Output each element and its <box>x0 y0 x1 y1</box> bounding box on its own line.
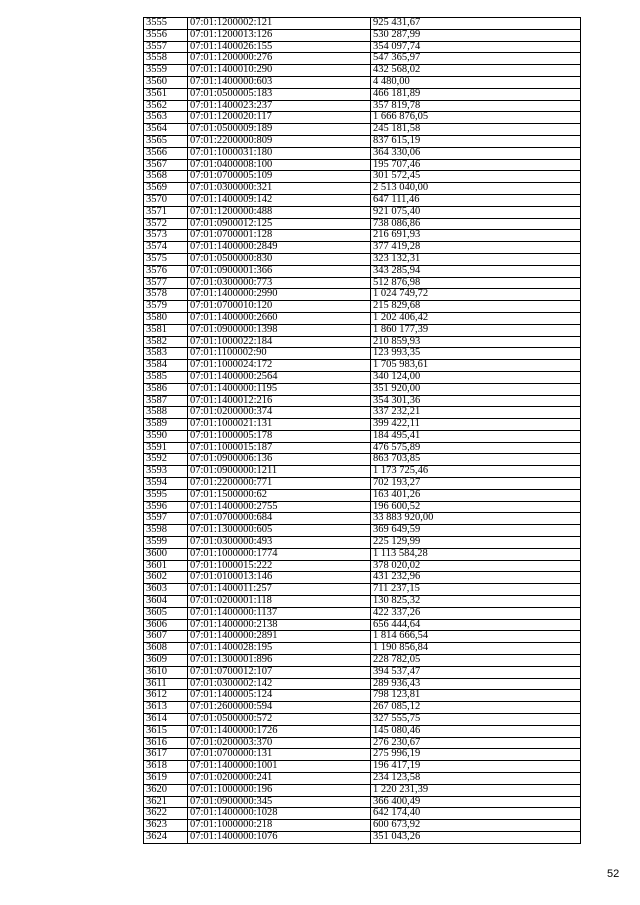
value-cell: 196 600,52 <box>371 501 581 513</box>
value-cell: 377 419,28 <box>371 242 581 254</box>
row-number-cell: 3565 <box>144 135 188 147</box>
row-number-cell: 3616 <box>144 737 188 749</box>
cadastral-number-cell: 07:01:1400000:1028 <box>188 808 371 820</box>
row-number-cell: 3558 <box>144 53 188 65</box>
cadastral-number-cell: 07:01:1000000:218 <box>188 820 371 832</box>
table-row <box>144 324 581 336</box>
row-number-cell: 3611 <box>144 678 188 690</box>
value-cell: 354 301,36 <box>371 395 581 407</box>
cadastral-number-cell: 07:01:1000022:184 <box>188 336 371 348</box>
row-number-cell: 3569 <box>144 183 188 195</box>
cadastral-number-cell: 07:01:1400000:2891 <box>188 631 371 643</box>
table-row <box>144 690 581 702</box>
value-cell: 738 086,86 <box>371 218 581 230</box>
row-number-cell: 3588 <box>144 407 188 419</box>
value-cell: 267 085,12 <box>371 702 581 714</box>
table-row <box>144 100 581 112</box>
row-number-cell: 3586 <box>144 383 188 395</box>
cadastral-number-cell: 07:01:1400000:2138 <box>188 619 371 631</box>
value-cell: 196 417,19 <box>371 761 581 773</box>
value-cell: 1 202 406,42 <box>371 312 581 324</box>
value-cell: 1 814 666,54 <box>371 631 581 643</box>
table-row <box>144 419 581 431</box>
table-row <box>144 643 581 655</box>
table-row <box>144 29 581 41</box>
value-cell: 547 365,97 <box>371 53 581 65</box>
cadastral-number-cell: 07:01:1400000:603 <box>188 76 371 88</box>
row-number-cell: 3564 <box>144 124 188 136</box>
value-cell: 466 181,89 <box>371 88 581 100</box>
table-row <box>144 383 581 395</box>
value-cell: 422 337,26 <box>371 607 581 619</box>
value-cell: 343 285,94 <box>371 265 581 277</box>
cadastral-number-cell: 07:01:1400000:1076 <box>188 831 371 843</box>
row-number-cell: 3568 <box>144 171 188 183</box>
table-row <box>144 253 581 265</box>
cadastral-number-cell: 07:01:0900012:125 <box>188 218 371 230</box>
table-row <box>144 348 581 360</box>
table-row <box>144 761 581 773</box>
cadastral-number-cell: 07:01:1200000:488 <box>188 206 371 218</box>
cadastral-number-cell: 07:01:0200000:374 <box>188 407 371 419</box>
row-number-cell: 3597 <box>144 513 188 525</box>
row-number-cell: 3617 <box>144 749 188 761</box>
row-number-cell: 3623 <box>144 820 188 832</box>
row-number-cell: 3619 <box>144 773 188 785</box>
value-cell: 184 495,41 <box>371 430 581 442</box>
table-row <box>144 466 581 478</box>
row-number-cell: 3620 <box>144 784 188 796</box>
table-row <box>144 572 581 584</box>
value-cell: 225 129,99 <box>371 537 581 549</box>
row-number-cell: 3599 <box>144 537 188 549</box>
value-cell: 340 124,00 <box>371 371 581 383</box>
cadastral-number-cell: 07:01:0900001:366 <box>188 265 371 277</box>
cadastral-number-cell: 07:01:1400000:2660 <box>188 312 371 324</box>
value-cell: 642 174,40 <box>371 808 581 820</box>
row-number-cell: 3615 <box>144 725 188 737</box>
value-cell: 364 330,06 <box>371 147 581 159</box>
table-row <box>144 560 581 572</box>
row-number-cell: 3563 <box>144 112 188 124</box>
cadastral-number-cell: 07:01:0400008:100 <box>188 159 371 171</box>
row-number-cell: 3557 <box>144 41 188 53</box>
table-row <box>144 725 581 737</box>
value-cell: 228 782,05 <box>371 655 581 667</box>
row-number-cell: 3607 <box>144 631 188 643</box>
value-cell: 394 537,47 <box>371 666 581 678</box>
cadastral-number-cell: 07:01:1300001:896 <box>188 655 371 667</box>
table-row <box>144 784 581 796</box>
cadastral-number-cell: 07:01:1000015:187 <box>188 442 371 454</box>
cadastral-number-cell: 07:01:1400000:2564 <box>188 371 371 383</box>
cadastral-number-cell: 07:01:1400009:142 <box>188 194 371 206</box>
table-row <box>144 525 581 537</box>
cadastral-number-cell: 07:01:0200003:370 <box>188 737 371 749</box>
value-cell: 925 431,67 <box>371 18 581 30</box>
value-cell: 357 819,78 <box>371 100 581 112</box>
table-row <box>144 631 581 643</box>
value-cell: 600 673,92 <box>371 820 581 832</box>
value-cell: 530 287,99 <box>371 29 581 41</box>
table-row <box>144 702 581 714</box>
row-number-cell: 3606 <box>144 619 188 631</box>
row-number-cell: 3618 <box>144 761 188 773</box>
cadastral-number-cell: 07:01:1000015:222 <box>188 560 371 572</box>
cadastral-number-cell: 07:01:1400010:290 <box>188 65 371 77</box>
value-cell: 702 193,27 <box>371 478 581 490</box>
value-cell: 195 707,46 <box>371 159 581 171</box>
table-row <box>144 773 581 785</box>
value-cell: 130 825,32 <box>371 596 581 608</box>
cadastral-number-cell: 07:01:1200000:276 <box>188 53 371 65</box>
row-number-cell: 3582 <box>144 336 188 348</box>
cadastral-number-cell: 07:01:1400000:2849 <box>188 242 371 254</box>
value-cell: 234 123,58 <box>371 773 581 785</box>
value-cell: 366 400,49 <box>371 796 581 808</box>
table-row <box>144 53 581 65</box>
cadastral-number-cell: 07:01:0200001:118 <box>188 596 371 608</box>
row-number-cell: 3604 <box>144 596 188 608</box>
row-number-cell: 3601 <box>144 560 188 572</box>
value-cell: 351 920,00 <box>371 383 581 395</box>
table-row <box>144 430 581 442</box>
value-cell: 275 996,19 <box>371 749 581 761</box>
cadastral-number-cell: 07:01:1000005:178 <box>188 430 371 442</box>
table-row <box>144 360 581 372</box>
row-number-cell: 3602 <box>144 572 188 584</box>
table-row <box>144 678 581 690</box>
cadastral-number-cell: 07:01:1400026:155 <box>188 41 371 53</box>
value-cell: 323 132,31 <box>371 253 581 265</box>
cadastral-number-cell: 07:01:1200020:117 <box>188 112 371 124</box>
table-row <box>144 194 581 206</box>
value-cell: 378 020,02 <box>371 560 581 572</box>
cadastral-number-cell: 07:01:0300000:773 <box>188 277 371 289</box>
row-number-cell: 3598 <box>144 525 188 537</box>
value-cell: 210 859,93 <box>371 336 581 348</box>
row-number-cell: 3613 <box>144 702 188 714</box>
value-cell: 123 993,35 <box>371 348 581 360</box>
cadastral-number-cell: 07:01:1000024:172 <box>188 360 371 372</box>
table-row <box>144 147 581 159</box>
value-cell: 1 666 876,05 <box>371 112 581 124</box>
row-number-cell: 3596 <box>144 501 188 513</box>
row-number-cell: 3624 <box>144 831 188 843</box>
cadastral-number-cell: 07:01:1400000:1137 <box>188 607 371 619</box>
table-row <box>144 478 581 490</box>
value-cell: 476 575,89 <box>371 442 581 454</box>
table-row <box>144 749 581 761</box>
row-number-cell: 3556 <box>144 29 188 41</box>
row-number-cell: 3574 <box>144 242 188 254</box>
row-number-cell: 3614 <box>144 714 188 726</box>
row-number-cell: 3600 <box>144 548 188 560</box>
table-row <box>144 537 581 549</box>
table-row <box>144 596 581 608</box>
row-number-cell: 3573 <box>144 230 188 242</box>
cadastral-number-cell: 07:01:0100013:146 <box>188 572 371 584</box>
row-number-cell: 3562 <box>144 100 188 112</box>
table-row <box>144 18 581 30</box>
table-row <box>144 206 581 218</box>
cadastral-number-cell: 07:01:0900000:345 <box>188 796 371 808</box>
table-row <box>144 666 581 678</box>
cadastral-number-cell: 07:01:1400000:1726 <box>188 725 371 737</box>
table-row <box>144 183 581 195</box>
cadastral-number-cell: 07:01:0700000:131 <box>188 749 371 761</box>
value-cell: 369 649,59 <box>371 525 581 537</box>
table-row <box>144 714 581 726</box>
table-row <box>144 501 581 513</box>
table-row <box>144 159 581 171</box>
row-number-cell: 3590 <box>144 430 188 442</box>
table-row <box>144 442 581 454</box>
cadastral-number-cell: 07:01:0900000:1398 <box>188 324 371 336</box>
cadastral-number-cell: 07:01:1300000:605 <box>188 525 371 537</box>
value-cell: 512 876,98 <box>371 277 581 289</box>
cadastral-number-cell: 07:01:0700000:684 <box>188 513 371 525</box>
value-cell: 245 181,58 <box>371 124 581 136</box>
value-cell: 145 080,46 <box>371 725 581 737</box>
row-number-cell: 3572 <box>144 218 188 230</box>
table-row <box>144 513 581 525</box>
row-number-cell: 3591 <box>144 442 188 454</box>
table-row <box>144 289 581 301</box>
row-number-cell: 3583 <box>144 348 188 360</box>
cadastral-number-cell: 07:01:0300000:321 <box>188 183 371 195</box>
table-row <box>144 395 581 407</box>
value-cell: 301 572,45 <box>371 171 581 183</box>
cadastral-number-cell: 07:01:1400005:124 <box>188 690 371 702</box>
table-row <box>144 242 581 254</box>
row-number-cell: 3579 <box>144 301 188 313</box>
value-cell: 798 123,81 <box>371 690 581 702</box>
table-row <box>144 41 581 53</box>
table-row <box>144 454 581 466</box>
cadastral-number-cell: 07:01:0700012:107 <box>188 666 371 678</box>
row-number-cell: 3577 <box>144 277 188 289</box>
row-number-cell: 3580 <box>144 312 188 324</box>
table-row <box>144 407 581 419</box>
cadastral-number-cell: 07:01:1400028:195 <box>188 643 371 655</box>
cadastral-number-cell: 07:01:1400012:216 <box>188 395 371 407</box>
cadastral-number-cell: 07:01:1400000:2990 <box>188 289 371 301</box>
row-number-cell: 3570 <box>144 194 188 206</box>
table-row <box>144 112 581 124</box>
cadastral-number-cell: 07:01:2200000:809 <box>188 135 371 147</box>
data-table <box>143 17 581 844</box>
table-row <box>144 135 581 147</box>
value-cell: 337 232,21 <box>371 407 581 419</box>
row-number-cell: 3587 <box>144 395 188 407</box>
table-row <box>144 655 581 667</box>
cadastral-number-cell: 07:01:0200000:241 <box>188 773 371 785</box>
row-number-cell: 3566 <box>144 147 188 159</box>
cadastral-number-cell: 07:01:0700010:120 <box>188 301 371 313</box>
row-number-cell: 3609 <box>144 655 188 667</box>
value-cell: 351 043,26 <box>371 831 581 843</box>
cadastral-number-cell: 07:01:0500009:189 <box>188 124 371 136</box>
row-number-cell: 3610 <box>144 666 188 678</box>
table-body <box>144 18 581 844</box>
value-cell: 863 703,85 <box>371 454 581 466</box>
table-row <box>144 88 581 100</box>
cadastral-number-cell: 07:01:2600000:594 <box>188 702 371 714</box>
table-row <box>144 584 581 596</box>
row-number-cell: 3622 <box>144 808 188 820</box>
cadastral-number-cell: 07:01:0700001:128 <box>188 230 371 242</box>
row-number-cell: 3592 <box>144 454 188 466</box>
cadastral-number-cell: 07:01:1500000:62 <box>188 489 371 501</box>
table-row <box>144 312 581 324</box>
cadastral-number-cell: 07:01:1100002:90 <box>188 348 371 360</box>
table-row <box>144 218 581 230</box>
cadastral-number-cell: 07:01:1000031:180 <box>188 147 371 159</box>
cadastral-number-cell: 07:01:1000021:131 <box>188 419 371 431</box>
value-cell: 4 480,00 <box>371 76 581 88</box>
row-number-cell: 3575 <box>144 253 188 265</box>
table-row <box>144 796 581 808</box>
table-row <box>144 548 581 560</box>
value-cell: 1 705 983,61 <box>371 360 581 372</box>
table-row <box>144 230 581 242</box>
table-row <box>144 265 581 277</box>
value-cell: 33 883 920,00 <box>371 513 581 525</box>
table-row <box>144 619 581 631</box>
row-number-cell: 3585 <box>144 371 188 383</box>
value-cell: 1 113 584,28 <box>371 548 581 560</box>
cadastral-number-cell: 07:01:0500000:572 <box>188 714 371 726</box>
page-number: 52 <box>607 868 620 880</box>
value-cell: 656 444,64 <box>371 619 581 631</box>
table-row <box>144 336 581 348</box>
table-row <box>144 371 581 383</box>
cadastral-number-cell: 07:01:1400000:1001 <box>188 761 371 773</box>
table-row <box>144 277 581 289</box>
value-cell: 327 555,75 <box>371 714 581 726</box>
row-number-cell: 3561 <box>144 88 188 100</box>
cadastral-number-cell: 07:01:1200013:126 <box>188 29 371 41</box>
row-number-cell: 3578 <box>144 289 188 301</box>
row-number-cell: 3567 <box>144 159 188 171</box>
value-cell: 354 097,74 <box>371 41 581 53</box>
value-cell: 2 513 040,00 <box>371 183 581 195</box>
cadastral-number-cell: 07:01:0500005:183 <box>188 88 371 100</box>
value-cell: 399 422,11 <box>371 419 581 431</box>
value-cell: 289 936,43 <box>371 678 581 690</box>
row-number-cell: 3555 <box>144 18 188 30</box>
value-cell: 1 860 177,39 <box>371 324 581 336</box>
cadastral-number-cell: 07:01:2200000:771 <box>188 478 371 490</box>
cadastral-number-cell: 07:01:0300000:493 <box>188 537 371 549</box>
row-number-cell: 3603 <box>144 584 188 596</box>
row-number-cell: 3595 <box>144 489 188 501</box>
table-row <box>144 76 581 88</box>
value-cell: 163 401,26 <box>371 489 581 501</box>
value-cell: 647 111,46 <box>371 194 581 206</box>
row-number-cell: 3608 <box>144 643 188 655</box>
value-cell: 216 691,93 <box>371 230 581 242</box>
row-number-cell: 3593 <box>144 466 188 478</box>
table-row <box>144 124 581 136</box>
value-cell: 1 173 725,46 <box>371 466 581 478</box>
value-cell: 837 615,19 <box>371 135 581 147</box>
cadastral-number-cell: 07:01:1400000:2755 <box>188 501 371 513</box>
value-cell: 431 232,96 <box>371 572 581 584</box>
value-cell: 1 190 856,84 <box>371 643 581 655</box>
cadastral-number-cell: 07:01:0300002:142 <box>188 678 371 690</box>
table-row <box>144 489 581 501</box>
row-number-cell: 3589 <box>144 419 188 431</box>
cadastral-number-cell: 07:01:1000000:1774 <box>188 548 371 560</box>
row-number-cell: 3621 <box>144 796 188 808</box>
cadastral-number-cell: 07:01:0900006:136 <box>188 454 371 466</box>
table-row <box>144 737 581 749</box>
cadastral-number-cell: 07:01:1200002:121 <box>188 18 371 30</box>
value-cell: 1 220 231,39 <box>371 784 581 796</box>
value-cell: 921 075,40 <box>371 206 581 218</box>
cadastral-number-cell: 07:01:1000000:196 <box>188 784 371 796</box>
row-number-cell: 3612 <box>144 690 188 702</box>
value-cell: 711 237,15 <box>371 584 581 596</box>
row-number-cell: 3581 <box>144 324 188 336</box>
table-row <box>144 607 581 619</box>
row-number-cell: 3576 <box>144 265 188 277</box>
row-number-cell: 3605 <box>144 607 188 619</box>
value-cell: 276 230,67 <box>371 737 581 749</box>
cadastral-number-cell: 07:01:0900000:1211 <box>188 466 371 478</box>
table-row <box>144 65 581 77</box>
cadastral-number-cell: 07:01:1400023:237 <box>188 100 371 112</box>
row-number-cell: 3594 <box>144 478 188 490</box>
value-cell: 1 024 749,72 <box>371 289 581 301</box>
value-cell: 432 568,02 <box>371 65 581 77</box>
table-row <box>144 301 581 313</box>
table-row <box>144 808 581 820</box>
row-number-cell: 3560 <box>144 76 188 88</box>
cadastral-number-cell: 07:01:1400000:1195 <box>188 383 371 395</box>
table-row <box>144 831 581 843</box>
row-number-cell: 3571 <box>144 206 188 218</box>
value-cell: 215 829,68 <box>371 301 581 313</box>
table-row <box>144 171 581 183</box>
table-row <box>144 820 581 832</box>
row-number-cell: 3559 <box>144 65 188 77</box>
row-number-cell: 3584 <box>144 360 188 372</box>
cadastral-number-cell: 07:01:1400011:257 <box>188 584 371 596</box>
cadastral-number-cell: 07:01:0500000:830 <box>188 253 371 265</box>
cadastral-number-cell: 07:01:0700005:109 <box>188 171 371 183</box>
